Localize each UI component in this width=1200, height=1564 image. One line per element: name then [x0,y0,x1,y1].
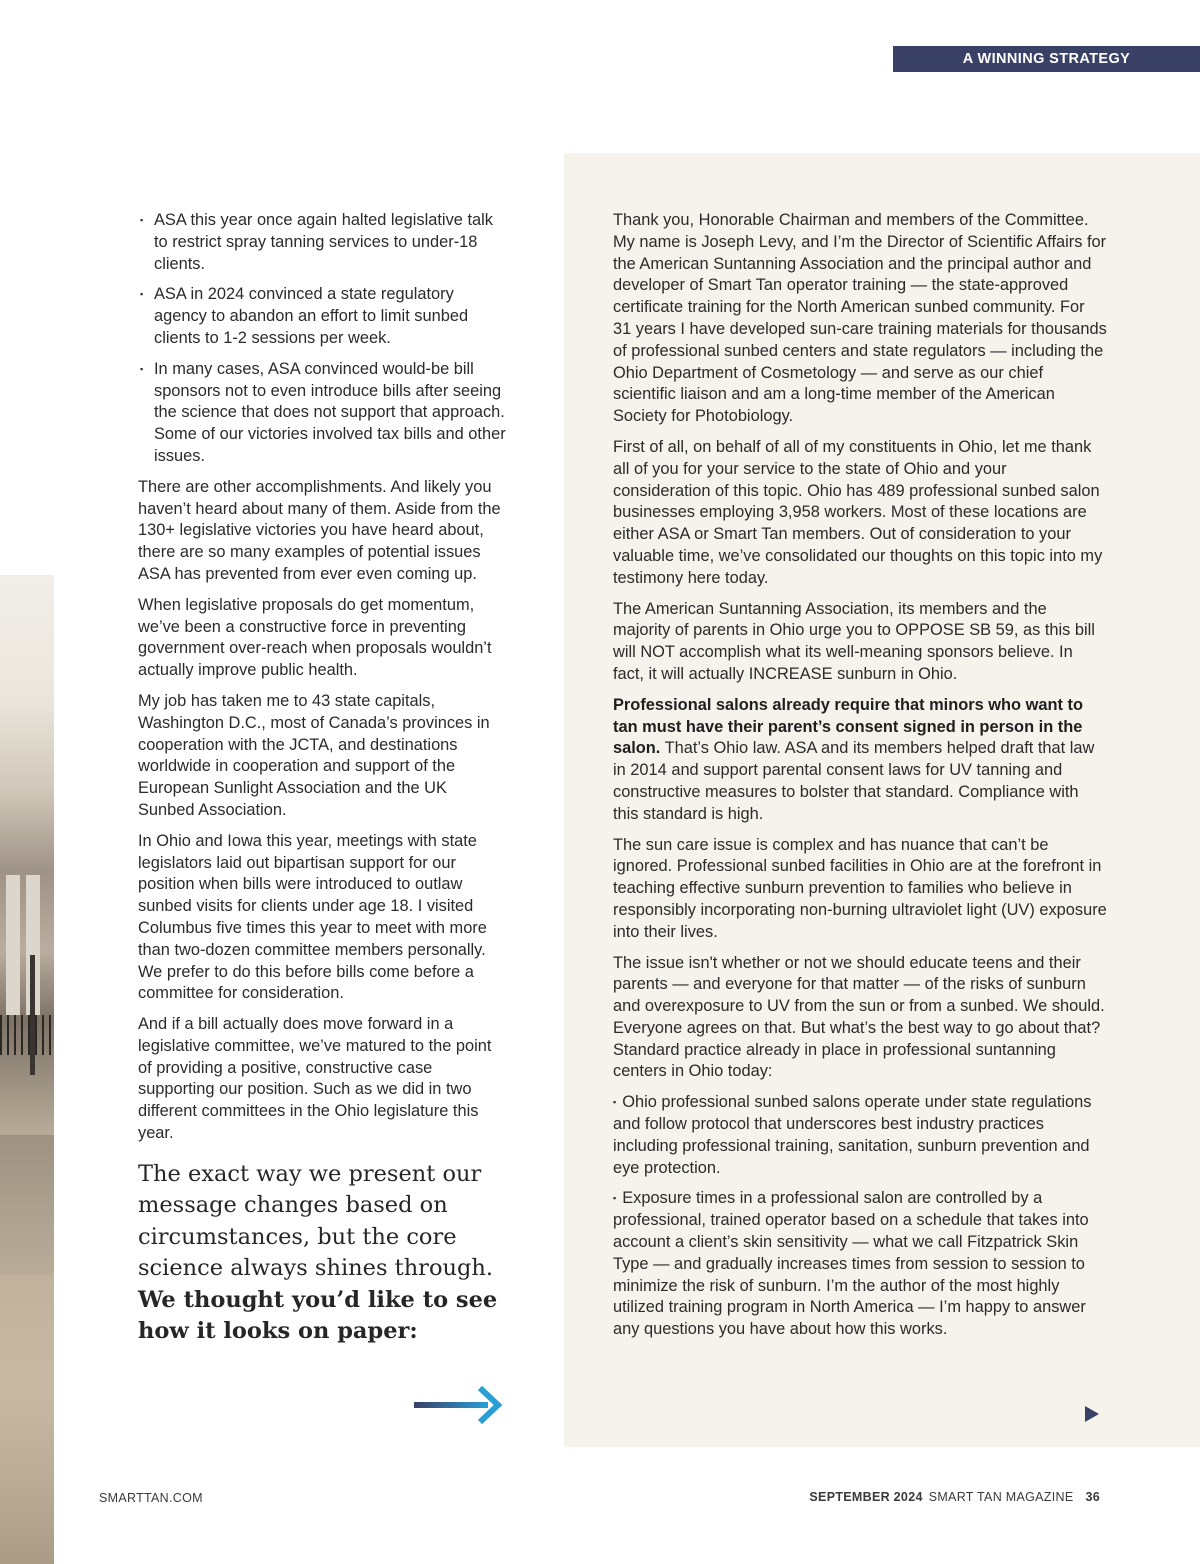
list-item [613,1188,1107,1341]
body-paragraph: When legislative proposals do get momentum, we’ve been a constructive force in preventing government over-reach when proposals wouldn’t actually improve public health. [138,595,492,680]
testimony-paragraph: The issue isn't whether or not we should educate teens and their parents — and everyone for that matter — of the risks of sunburn and overexposure to UV from the sun or from a sunbed. We should. Everyone agrees on that. But what’s the best way to go about that? Standard practice already in place in professional suntanning centers in Ohio today: [613,953,1105,1081]
list-item-text: Exposure times in a professional salon are controlled by a professional, trained operator based on a schedule that takes into account a client’s skin sensitivity — what we call Fitzpatrick Skin Type — and gradually increases times from session to session to minimize the risk of sunburn. I’m the author of the most highly utilized training program in North America — I’m happy to answer any questions you have about how this works. [613,1189,1089,1339]
list-item: ▪ In many cases, ASA convinced would-be bill sponsors not to even introduce bills after seeing the science that does not support that approach. Some of our victories involved tax bills and other issues. [138,359,506,468]
article-column [138,210,506,1348]
arrow-right-icon [414,1386,504,1424]
footer-site: SMARTTAN.COM [99,1491,203,1505]
list-item [613,1092,1107,1179]
pull-quote-emphasis: We thought you’d like to see how it looks on paper: [138,1286,498,1345]
bold-lead-continuation: That’s Ohio law. ASA and its members helped draft that law in 2014 and support parental consent laws for UV tanning and constructive measures to bolster that standard. Compliance with this standard is high. [613,739,1095,823]
list-item: ▪ ASA this year once again halted legislative talk to restrict spray tanning services to under-18 clients. [138,210,506,275]
footer-issue-info [809,1490,1100,1504]
testimony-paragraph: The American Suntanning Association, its members and the majority of parents in Ohio urge you to OPPOSE SB 59, as this bill will NOT accomplish what its well-meaning sponsors believe. In fact, it will actually INCREASE sunburn in Ohio. [613,599,1095,683]
body-paragraph: In Ohio and Iowa this year, meetings with state legislators laid out bipartisan support for our position when bills were introduced to outlaw sunbed visits for clients under age 18. I visited Columbus five times this year to meet with more than two-dozen committee members personally. We prefer to do this before bills come before a committee for consideration. [138,831,487,1003]
testimony-paragraph: First of all, on behalf of all of my constituents in Ohio, let me thank all of you for your service to the state of Ohio and your consideration of this topic. Ohio has 489 professional sunbed salon businesses employing 3,958 workers. Most of these locations are either ASA or Smart Tan members. Out of consideration to your valuable time, we’ve consolidated our thoughts on this topic into my testimony here today. [613,437,1103,587]
continue-triangle-icon [1084,1405,1100,1423]
section-tag: A WINNING STRATEGY [893,46,1200,72]
body-paragraph: And if a bill actually does move forward in a legislative committee, we’ve matured to the point of providing a positive, constructive case supporting our position. Such as we did in two different committees in the Ohio legislature this year. [138,1015,492,1143]
footer-magazine-name: SMART TAN MAGAZINE [928,1490,1074,1504]
body-paragraph: My job has taken me to 43 state capitals, Washington D.C., most of Canada’s provinces in cooperation with the JCTA, and destinations worldwide in cooperation and support of the European Sunlight Association and the UK Sunbed Association. [138,691,490,819]
testimony-column [613,210,1107,1350]
list-item-text: Ohio professional sunbed salons operate under state regulations and follow protocol that underscores best industry practices including professional training, sanitation, sunburn prevention and eye protection. [613,1093,1092,1177]
pull-quote-text: The exact way we present our message changes based on circumstances, but the core science always shines through. [138,1160,494,1282]
bullet-icon: ▪ [613,1193,617,1204]
testimony-paragraph: Thank you, Honorable Chairman and members of the Committee. My name is Joseph Levy, and I’m the Director of Scientific Affairs for the American Suntanning Association and the principal author and developer of Smart Tan operator training — the state-approved certificate training for the North American sunbed community. For 31 years I have developed sun-care training materials for thousands of professional sunbed centers and state regulators — including the Ohio Department of Cosmetology — and serve as our chief scientific liaison and am a long-time member of the American Society for Photobiology. [613,211,1107,426]
testimony-paragraph [613,695,1107,826]
list-item: ▪ ASA in 2024 convinced a state regulatory agency to abandon an effort to limit sunbed clients to 1-2 sessions per week. [138,284,506,349]
victories-list [138,210,506,468]
bold-lead: Professional salons already require that minors who want to tan must have their parent’s consent signed in person in the salon. [613,695,1083,758]
page-number: 36 [1085,1490,1100,1504]
background-photo [0,575,54,1564]
testimony-paragraph: The sun care issue is complex and has nuance that can’t be ignored. Professional sunbed facilities in Ohio are at the forefront in teaching effective sunburn prevention to families who believe in responsibly incorporating non-burning ultraviolet light (UV) exposure into their lives. [613,835,1107,941]
pull-quote [138,1159,506,1348]
bullet-icon: ▪ [613,1097,617,1108]
body-paragraph: There are other accomplishments. And likely you haven’t heard about many of them. Aside from the 130+ legislative victories you have heard about, there are so many examples of potential issues ASA has prevented from ever even coming up. [138,477,501,583]
footer-issue-date: SEPTEMBER 2024 [809,1490,923,1504]
